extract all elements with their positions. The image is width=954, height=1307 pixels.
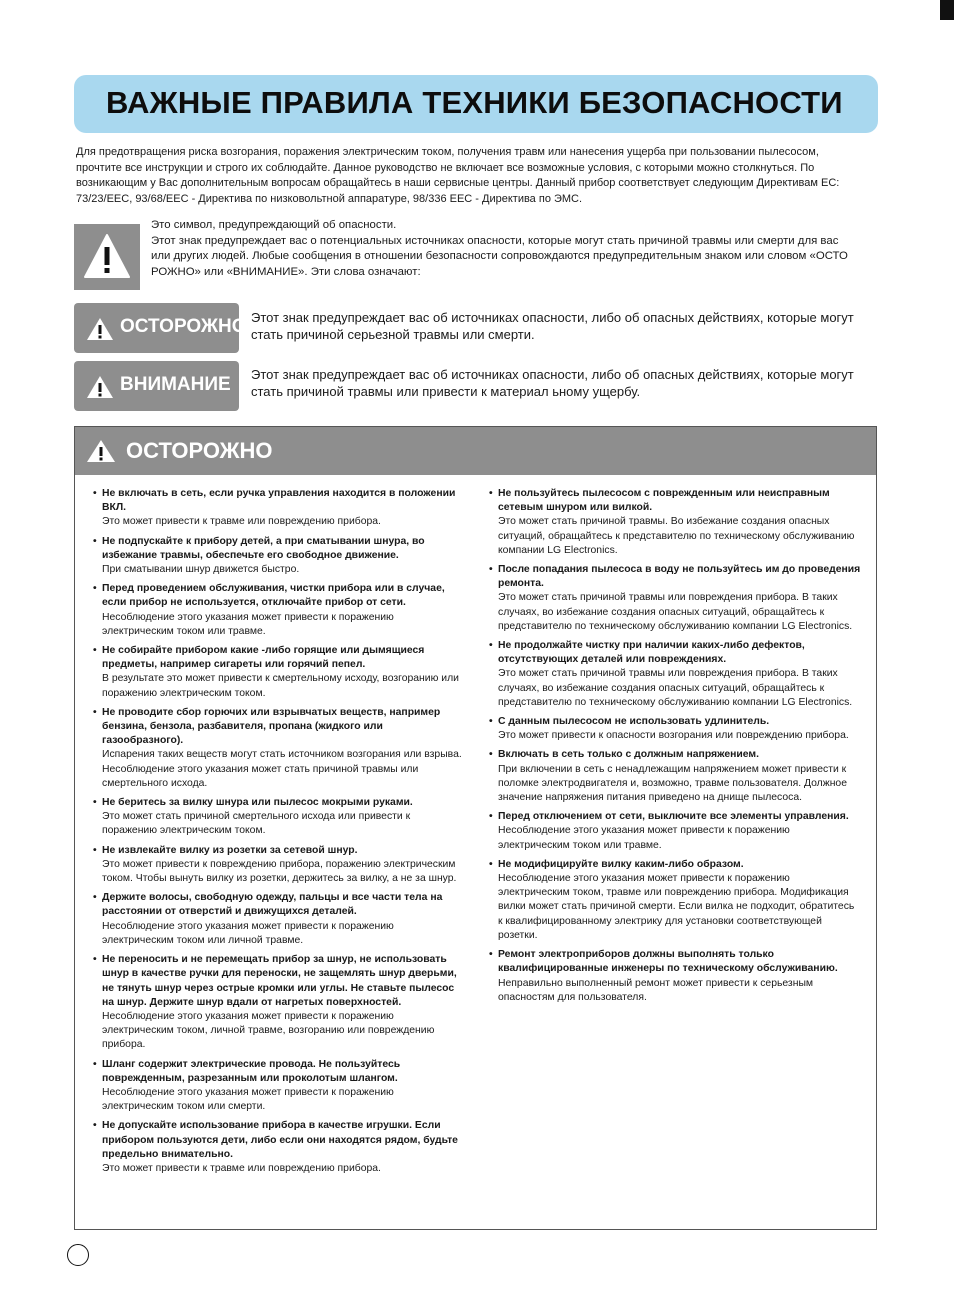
warning-item-note: Несоблюдение этого указания может привести к поражению электрическим током или травме. [498, 825, 790, 851]
symbol-explanation [151, 218, 851, 280]
warning-item-title: • Не собирайте прибором какие -либо горящие или дымящиеся предметы, например сигареты или горячий пепел. [102, 645, 425, 671]
warning-item-note: Несоблюдение этого указания может привести к поражению электрическим током, личной травме, возгоранию или повреждению прибора. [102, 1010, 435, 1051]
warning-section-header [75, 427, 876, 475]
attention-badge-label: ВНИМАНИЕ [120, 374, 231, 395]
warning-item [489, 487, 861, 558]
warning-item-note: Это может стать причиной смертельного исхода или привести к поражению электрическим током. [102, 811, 411, 837]
warning-item [93, 1119, 465, 1176]
caution-badge [74, 303, 247, 353]
warning-item [93, 487, 465, 530]
warning-item-title: • Включать в сеть только с должным напряжением. [498, 749, 759, 761]
warning-item-note: Несоблюдение этого указания может привести к поражению электрическим током, травме или повреждению прибора. Модификация вилки может стать причиной смерти. Если вилка не подходит, обратитесь к квалифицированному электрику для установки соответствующей розетки. [498, 873, 855, 941]
warning-item-note: Несоблюдение этого указания может привести к поражению электрическим током или личной травме. [102, 920, 394, 946]
symbol-line-2: Этот знак предупреждает вас о потенциальных источниках опасности, которые могут стать причиной травмы или смерти для вас или других людей. Любые сообщения в отношении безопасности сопровождаются предупредительным знаком или словом «ОСТО РОЖНО» или «ВНИМАНИЕ». Эти слова означают: [151, 234, 848, 278]
warning-item [93, 796, 465, 839]
warning-item [489, 858, 861, 943]
warning-item [489, 639, 861, 710]
warning-item [93, 953, 465, 1052]
warning-section-title: ОСТОРОЖНО [126, 438, 273, 463]
warning-item-note: Это может привести к травме или повреждению прибора. [102, 1162, 381, 1174]
symbol-line-1: Это символ, предупреждающий об опасности. [151, 219, 397, 231]
warning-item-note: Несоблюдение этого указания может привести к поражению электрическим током или смерти. [102, 1086, 394, 1113]
warning-item-note: При включении в сеть с ненадлежащим напряжением может привести к поломке электродвигателя и, возможно, травме пользователя. Должное значение напряжения питания приведено на днище пылесоса. [498, 763, 847, 804]
warning-section [74, 426, 877, 1230]
warning-item [93, 706, 465, 791]
warning-item-note: Это может стать причиной травмы или повреждения прибора. В таких случаях, во избежание создания опасных ситуаций, обращайтесь к представителю по техническому обслуживанию компании LG Electronics. [498, 668, 853, 708]
warning-triangle-icon [86, 439, 116, 463]
warning-item-note: Несоблюдение этого указания может привести к поражению электрическим током или травме. [102, 611, 394, 637]
warning-list-left [93, 487, 465, 1181]
danger-symbol [74, 224, 140, 290]
warning-item [93, 644, 465, 701]
page-number-marker [67, 1244, 89, 1266]
warning-item [489, 810, 861, 853]
warning-item [489, 948, 861, 1005]
warning-item-note: Это может привести к повреждению прибора, поражению электрическим током. Чтобы вынуть вилку из розетки, держитесь за вилку, а не за шнур. [102, 858, 457, 885]
warning-item-title: • Не включать в сеть, если ручка управления находится в положении ВКЛ. [102, 488, 456, 514]
warning-item-title: • Не извлекайте вилку из розетки за сетевой шнур. [102, 844, 358, 856]
warning-item-title: • Держите волосы, свободную одежду, пальцы и все части тела на расстоянии от отверстий и движущихся деталей. [102, 892, 443, 918]
caution-description: Этот знак предупреждает вас об источниках опасности, либо об опасных действиях, которые могут стать причиной серьезной травмы или смерти. [251, 310, 854, 342]
warning-item-title: • Не переносить и не перемещать прибор за шнур, не использовать шнур в качестве ручки для переноски, не защемлять шнур дверьми, не тянуть шнур через острые кромки или углы. Не ставьте пылесос на шнур. Держите шнур вдали от нагретых поверхностей. [102, 954, 457, 1008]
warning-item [489, 748, 861, 805]
page-title: ВАЖНЫЕ ПРАВИЛА ТЕХНИКИ БЕЗОПАСНОСТИ [106, 85, 843, 120]
title-banner [74, 75, 878, 133]
warning-item-title: • Ремонт электроприборов должны выполнять только квалифицированные инженеры по техническому обслуживанию. [498, 949, 838, 975]
warning-item-title: • Перед отключением от сети, выключите все элементы управления. [498, 811, 849, 823]
warning-item [93, 582, 465, 639]
warning-item [93, 891, 465, 948]
warning-item-note: Это может стать причиной травмы или повреждения прибора. В таких случаях, во избежание создания опасных ситуаций, обращайтесь к представителю по техническому обслуживанию компании LG Electronics. [498, 592, 853, 632]
attention-description: Этот знак предупреждает вас об источниках опасности, либо об опасных действиях, которые могут стать причиной травмы или привести к материал ьному ущербу. [251, 367, 854, 399]
warning-triangle-icon [83, 232, 131, 280]
warning-item-title: • Не проводите сбор горючих или взрывчатых веществ, например бензина, бензола, разбавителя, пропана (жидкого или газообразного). [102, 706, 441, 747]
warning-item-note: Неправильно выполненный ремонт может привести к серьезным опасностям для пользователя. [498, 977, 814, 1003]
warning-item-note: Испарения таких веществ могут стать источником возгорания или взрыва. Несоблюдение этого указания может стать причиной травмы или смертельного исхода. [102, 749, 462, 789]
warning-item-title: • Не беритесь за вилку шнура или пылесос мокрыми руками. [102, 797, 413, 809]
warning-item-title: • Не пользуйтесь пылесосом с поврежденным или неисправным сетевым шнуром или вилкой. [498, 488, 830, 514]
warning-item-title: • Не подпускайте к прибору детей, а при сматывании шнура, во избежание травмы, обеспечьте его свободное движение. [102, 535, 425, 561]
warning-item-title: • Не модифицируйте вилку каким-либо образом. [498, 858, 744, 870]
warning-item-note: Это может стать причиной травмы. Во избежание создания опасных ситуаций, обращайтесь к представителю по техническому обслуживанию компании LG Electronics. [498, 516, 855, 556]
warning-item-title: • С данным пылесосом не использовать удлинитель. [498, 716, 770, 728]
page-corner-mark [940, 0, 954, 20]
warning-item-note: Это может привести к опасности возгорания или повреждению прибора. [498, 730, 849, 742]
warning-item-title: • После попадания пылесоса в воду не пользуйтесь им до проведения ремонта. [498, 564, 861, 590]
warning-triangle-icon [86, 375, 114, 399]
warning-item-title: • Шланг содержит электрические провода. Не пользуйтесь поврежденным, разрезанным или проколотым шлангом. [102, 1058, 401, 1084]
warning-list-right [489, 487, 861, 1010]
warning-item [489, 563, 861, 634]
warning-item-note: Это может привести к травме или повреждению прибора. [102, 516, 381, 528]
warning-triangle-icon [86, 317, 114, 341]
warning-item [93, 844, 465, 887]
warning-item [93, 1058, 465, 1115]
warning-item-title: • Не допускайте использование прибора в качестве игрушки. Если прибором пользуются дети, либо если они находятся рядом, будьте предельно внимательно. [102, 1120, 458, 1160]
warning-item-title: • Не продолжайте чистку при наличии каких-либо дефектов, отсутствующих деталей или повреждениях. [498, 640, 805, 666]
caution-badge-label: ОСТОРОЖНО [120, 316, 247, 337]
intro-paragraph: Для предотвращения риска возгорания, поражения электрическим током, получения травм или нанесения ущерба при пользовании пылесосом, прочтите все инструкции и строго их соблюдайте. Данное руководство не включает все возможные условия, с которыми можно столкнуться. По возникающим у Вас дополнительным вопросам обращайтесь в наши сервисные центры. Данный прибор соответствует следующим Директивам ЕС: 73/23/EEC, 93/68/EEC - Директива по низковольтной аппаратуре, 98/336 EEC - Директива по ЭМС. [76, 146, 840, 205]
attention-badge [74, 361, 239, 411]
warning-item-note: В результате это может привести к смертельному исходу, возгоранию или поражению электрическим током. [102, 673, 459, 699]
warning-item-title: • Перед проведением обслуживания, чистки прибора или в случае, если прибор не используется, отключайте прибор от сети. [102, 583, 445, 609]
warning-item [489, 715, 861, 743]
warning-item [93, 535, 465, 578]
warning-item-note: При сматывании шнур движется быстро. [102, 564, 300, 576]
